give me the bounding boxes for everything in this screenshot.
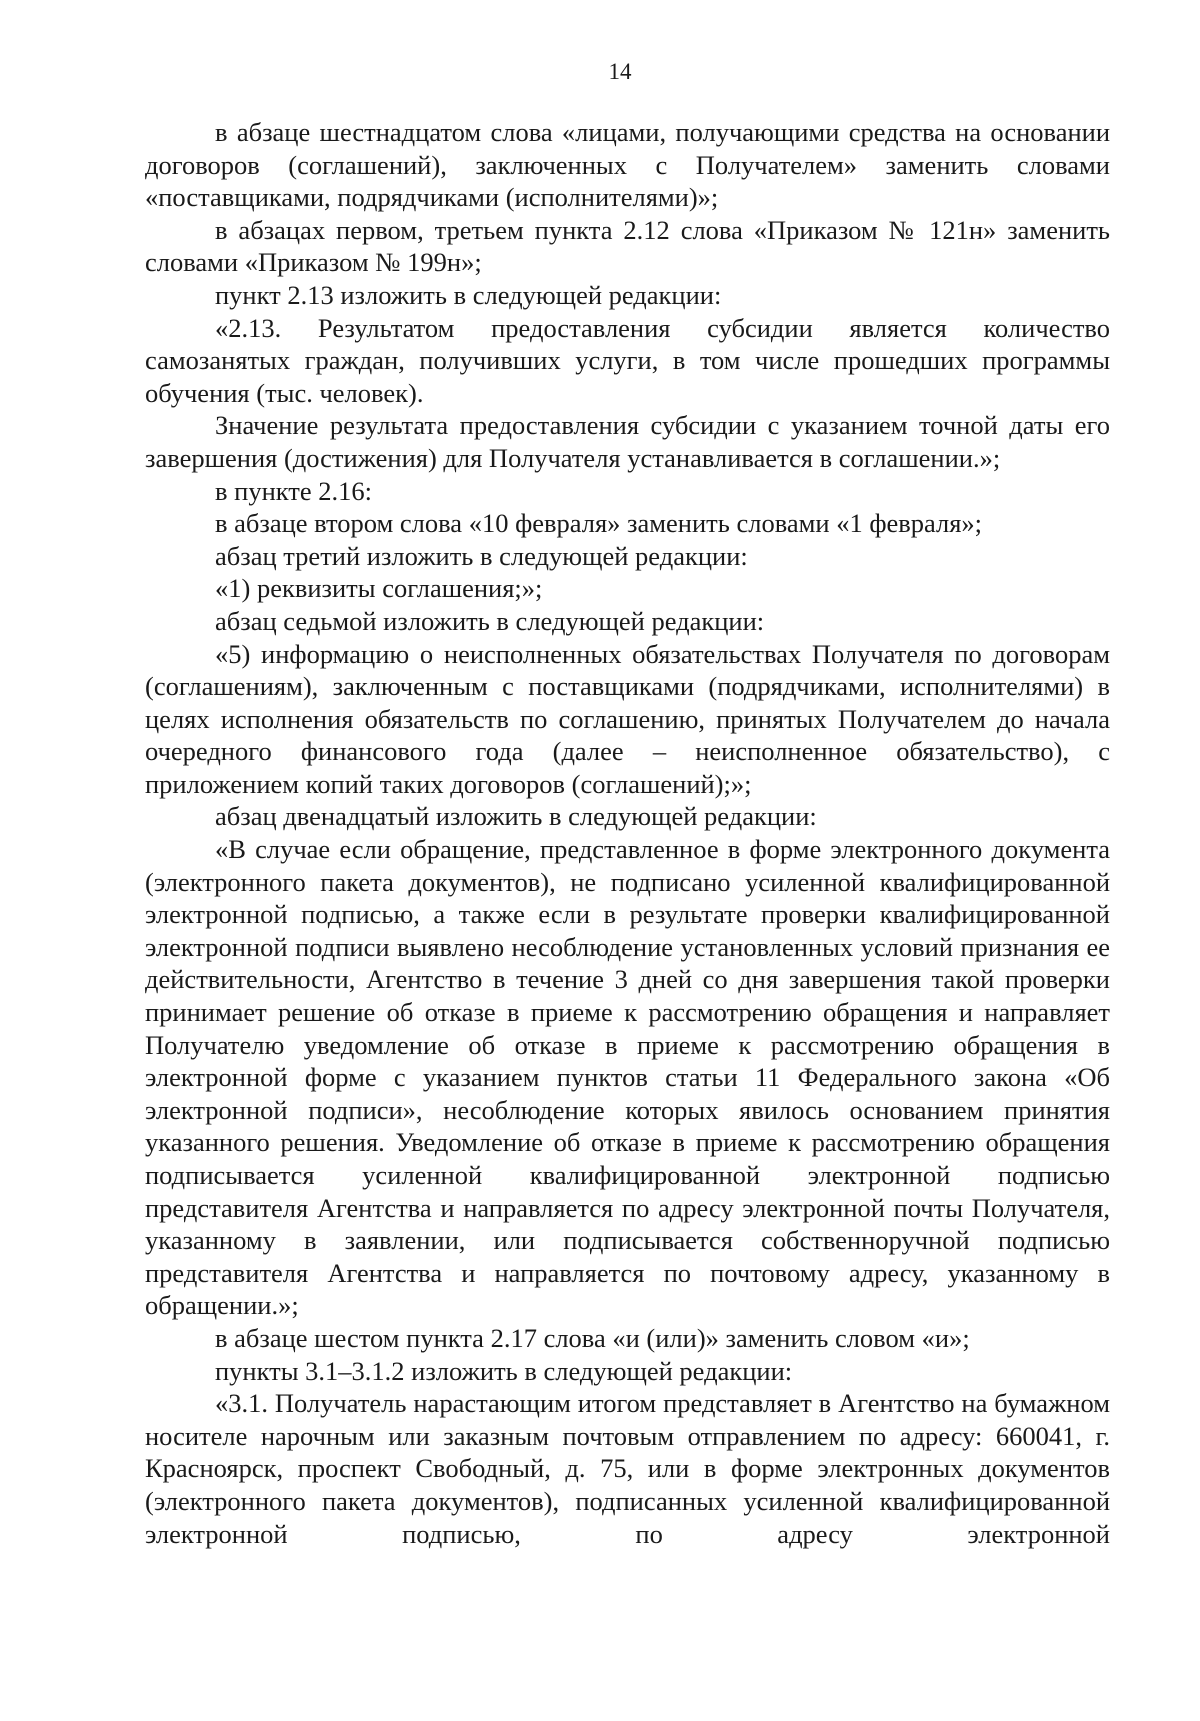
page-number: 14: [608, 59, 632, 84]
paragraph-amend-2-12: в абзацах первом, третьем пункта 2.12 слова «Приказом № 121н» заменить словами «Приказом № 199н»;: [145, 214, 1110, 278]
paragraph-amend-second: в абзаце втором слова «10 февраля» заменить словами «1 февраля»;: [215, 508, 983, 539]
paragraph-twelfth-text: «В случае если обращение, представленное в форме электронного документа (электронного пакета документов), не подписано усиленной квалифицированной электронной подписью, а также если в результате проверки квалифицированной электронной подписи выявлено несоблюдение установленных условий признания ее действительности, Агентство в течение 3 дней со дня завершения такой проверки принимает решение об отказе в приеме к рассмотрению обращения и направляет Получателю уведомление об отказе в приеме к рассмотрению обращения в электронной форме с указанием пунктов статьи 11 Федерального закона «Об электронной подписи», несоблюдение которых явилось основанием принятия указанного решения. Уведомление об отказе в приеме к рассмотрению обращения подписывается усиленной квалифицированной электронной подписью представителя Агентства и направляется по адресу электронной почты Получателя, указанному в заявлении, или подписывается собственноручной подписью представителя Агентства и направляется по почтовому адресу, указанному в обращении.»;: [145, 834, 1110, 1321]
paragraph-amend-2-17: в абзаце шестом пункта 2.17 слова «и (или)» заменить словом «и»;: [215, 1322, 970, 1353]
document-body: [145, 116, 1110, 1550]
paragraph-seventh-intro: абзац седьмой изложить в следующей редакции:: [215, 605, 765, 636]
paragraph-amend-16th: в абзаце шестнадцатом слова «лицами, получающими средства на основании договоров (соглашений), заключенных с Получателем» заменить словами «поставщиками, подрядчиками (исполнителями)»;: [145, 117, 1110, 213]
paragraph-items-3-1-intro: пункты 3.1–3.1.2 изложить в следующей редакции:: [215, 1355, 793, 1386]
paragraph-item-2-16: в пункте 2.16:: [215, 475, 372, 506]
paragraph-twelfth-intro: абзац двенадцатый изложить в следующей редакции:: [215, 801, 817, 832]
paragraph-seventh-text: «5) информацию о неисполненных обязательствах Получателя по договорам (соглашениям), заключенным с поставщиками (подрядчиками, исполнителями) в целях исполнения обязательств по соглашению, принятых Получателем до начала очередного финансового года (далее – неисполненное обязательство), с приложением копий таких договоров (соглашений);»;: [145, 638, 1110, 799]
paragraph-item-2-13-intro: пункт 2.13 изложить в следующей редакции:: [215, 279, 722, 310]
paragraph-third-intro: абзац третий изложить в следующей редакции:: [215, 540, 748, 571]
paragraph-item-3-1-text: «3.1. Получатель нарастающим итогом представляет в Агентство на бумажном носителе нарочным или заказным почтовым отправлением по адресу: 660041, г. Красноярск, проспект Свободный, д. 75, или в форме электронных документов (электронного пакета документов), подписанных усиленной квалифицированной электронной подписью, по адресу электронной: [145, 1388, 1110, 1549]
paragraph-result-value: Значение результата предоставления субсидии с указанием точной даты его завершения (достижения) для Получателя устанавливается в соглашении.»;: [145, 410, 1110, 473]
paragraph-item-2-13-text: «2.13. Результатом предоставления субсидии является количество самозанятых граждан, получивших услуги, в том числе прошедших программы обучения (тыс. человек).: [145, 312, 1110, 408]
paragraph-third-text: «1) реквизиты соглашения;»;: [215, 573, 543, 604]
